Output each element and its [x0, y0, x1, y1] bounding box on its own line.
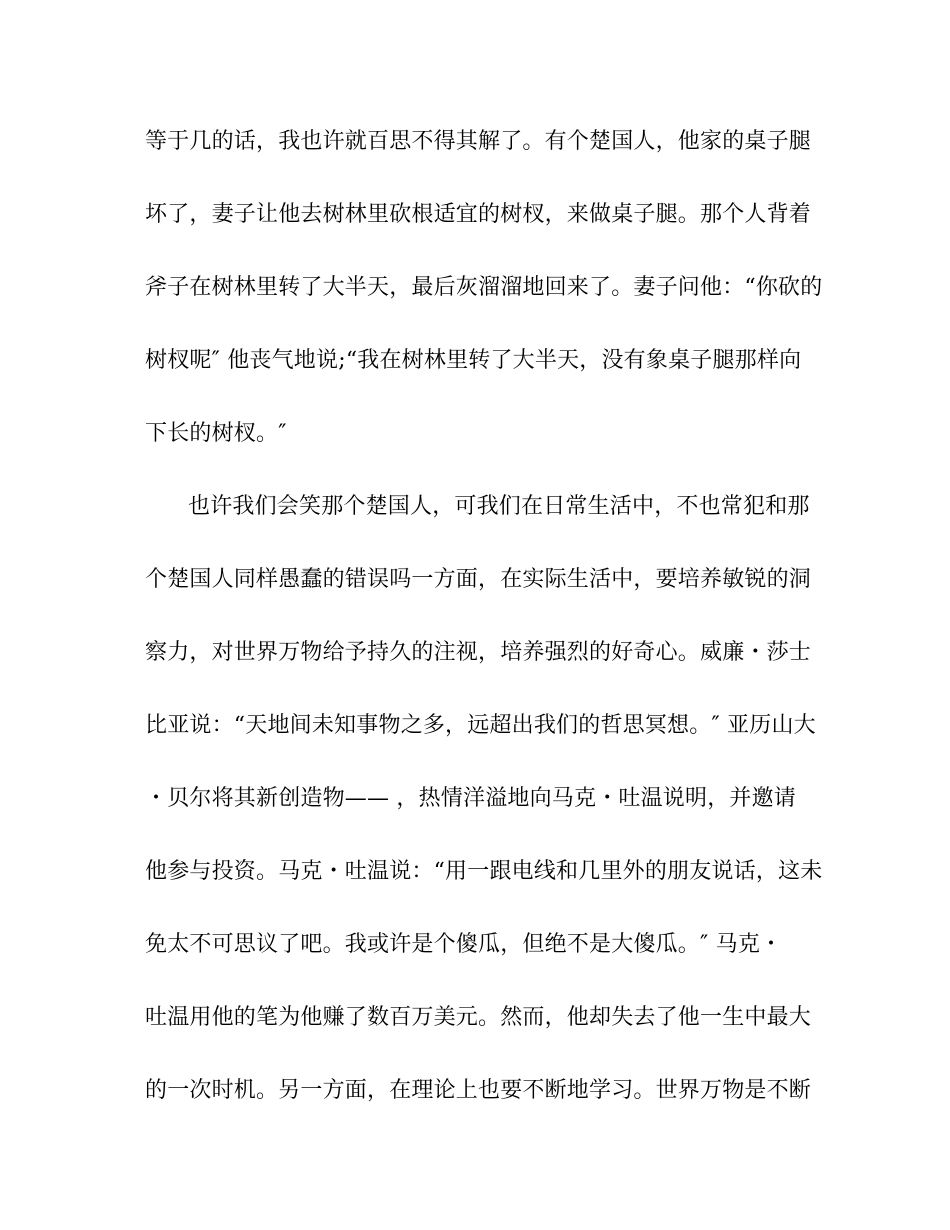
text-line: 个楚国人同样愚蠢的错误吗一方面，在实际生活中，要培养敏锐的洞 [145, 567, 812, 592]
text-line: 树杈呢″ 他丧气地说;“我在树林里转了大半天，没有象桌子腿那样向 [145, 348, 802, 373]
text-line: 下长的树杈。″ [145, 421, 287, 446]
text-line: 吐温用他的笔为他赚了数百万美元。然而，他却失去了他一生中最大 [145, 1005, 812, 1030]
text-line: 比亚说：“天地间未知事物之多，远超出我们的哲思冥想。″ 亚历山大 [145, 713, 816, 738]
text-line: 坏了，妻子让他去树林里砍根适宜的树杈，来做桌子腿。那个人背着 [145, 202, 812, 227]
text-line: 免太不可思议了吧。我或许是个傻瓜，但绝不是大傻瓜。″ 马克・ [145, 932, 783, 957]
paragraph-first-line: 也许我们会笑那个楚国人，可我们在日常生活中，不也常犯和那 [188, 494, 810, 519]
text-line: ・贝尔将其新创造物—— ，热情洋溢地向马克・吐温说明，并邀请 [145, 786, 796, 811]
text-line: 等于几的话，我也许就百思不得其解了。有个楚国人，他家的桌子腿 [145, 129, 812, 154]
text-line: 斧子在树林里转了大半天，最后灰溜溜地回来了。妻子问他：“你砍的 [145, 275, 823, 300]
text-line: 察力，对世界万物给予持久的注视，培养强烈的好奇心。威廉・莎士 [145, 640, 812, 665]
text-line: 的一次时机。另一方面，在理论上也要不断地学习。世界万物是不断 [145, 1078, 812, 1103]
text-line: 他参与投资。马克・吐温说：“用一跟电线和几里外的朋友说话，这未 [145, 859, 823, 884]
